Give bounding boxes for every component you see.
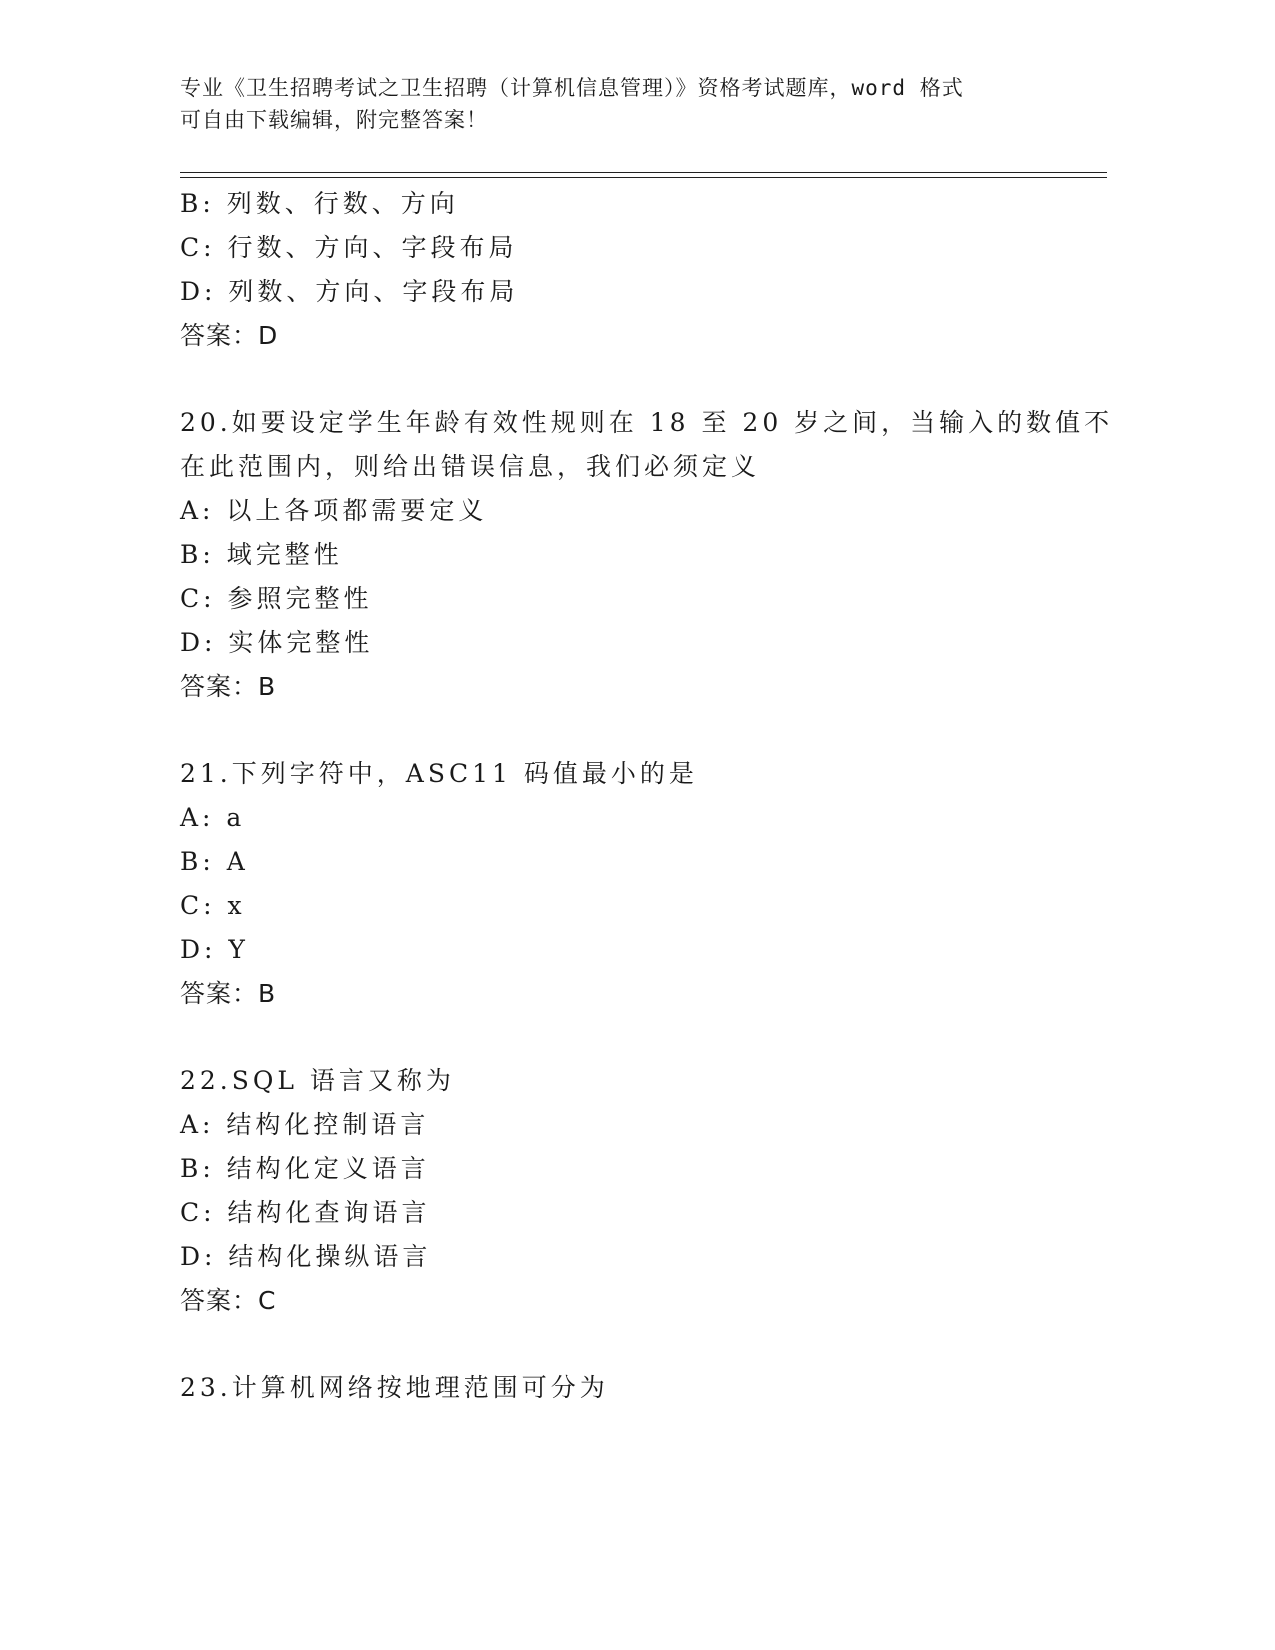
question-stem-line: 22.SQL 语言又称为 bbox=[180, 1066, 455, 1095]
option-d: D: Y bbox=[180, 935, 249, 964]
question-22 bbox=[180, 1059, 1080, 1323]
question-stem-line: 21.下列字符中，ASC11 码值最小的是 bbox=[180, 759, 698, 788]
question-stem-line: 23.计算机网络按地理范围可分为 bbox=[180, 1373, 609, 1402]
answer-line: 答案：C bbox=[180, 1286, 277, 1315]
question-list bbox=[180, 182, 1114, 1410]
spacer bbox=[180, 709, 1080, 752]
answer-line: 答案：B bbox=[180, 979, 277, 1008]
spacer bbox=[180, 1016, 1080, 1059]
option-b: B: 域完整性 bbox=[180, 540, 343, 569]
option-b: B: 结构化定义语言 bbox=[180, 1154, 430, 1183]
option-c: C: 结构化查询语言 bbox=[180, 1198, 431, 1227]
option-c: C: x bbox=[180, 891, 246, 920]
question-20 bbox=[180, 401, 1114, 709]
spacer bbox=[180, 358, 1080, 401]
option-a: A: 以上各项都需要定义 bbox=[180, 496, 488, 525]
question-23 bbox=[180, 1366, 1080, 1410]
header-rule-bottom bbox=[180, 177, 1107, 178]
header-rule-top bbox=[180, 172, 1107, 173]
question-stem-line: 20.如要设定学生年龄有效性规则在 18 至 20 岁之间，当输入的数值不 bbox=[180, 408, 1114, 437]
header-line-2: 可自由下载编辑，附完整答案！ bbox=[180, 108, 488, 132]
answer-line: 答案：B bbox=[180, 672, 277, 701]
spacer bbox=[180, 1323, 1080, 1366]
option-b: B: A bbox=[180, 847, 249, 876]
option-d: D: 结构化操纵语言 bbox=[180, 1242, 432, 1271]
option-c: C: 参照完整性 bbox=[180, 584, 373, 613]
question-stem-line: 在此范围内，则给出错误信息，我们必须定义 bbox=[180, 452, 761, 481]
question-19-continued bbox=[180, 182, 1080, 358]
option-d: D: 实体完整性 bbox=[180, 628, 374, 657]
document-header bbox=[180, 72, 1060, 136]
question-21 bbox=[180, 752, 1080, 1016]
option-a: A: 结构化控制语言 bbox=[180, 1110, 430, 1139]
option-b: B: 列数、行数、方向 bbox=[180, 189, 459, 218]
answer-line: 答案：D bbox=[180, 321, 279, 350]
option-d: D: 列数、方向、字段布局 bbox=[180, 277, 519, 306]
option-c: C: 行数、方向、字段布局 bbox=[180, 233, 518, 262]
option-a: A: a bbox=[180, 803, 246, 832]
header-line-1: 专业《卫生招聘考试之卫生招聘（计算机信息管理）》资格考试题库，word 格式 bbox=[180, 76, 964, 100]
